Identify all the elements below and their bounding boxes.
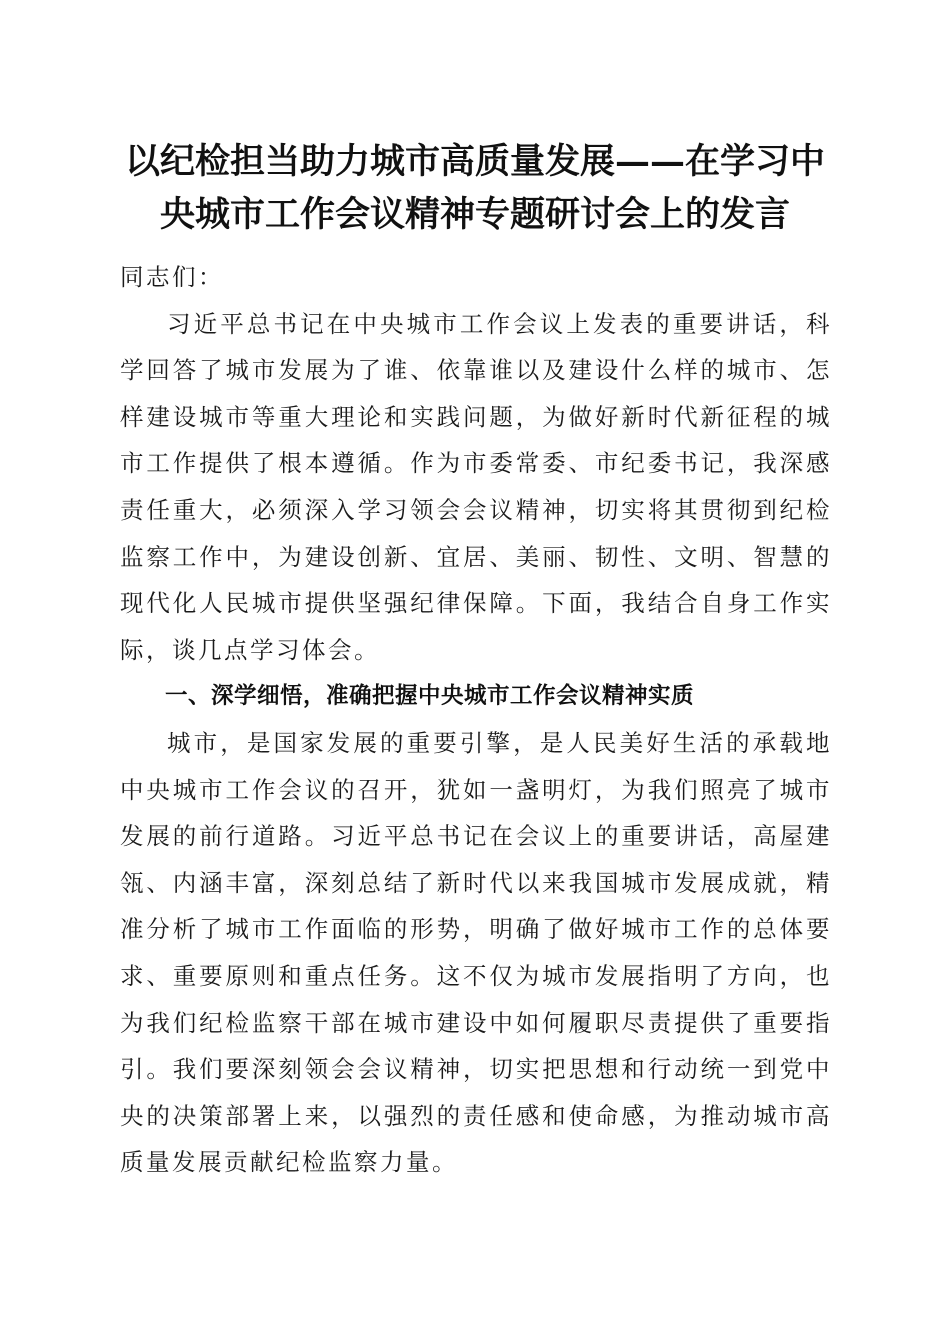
section-heading: 一、深学细悟，准确把握中央城市工作会议精神实质 xyxy=(165,683,695,710)
salutation: 同志们： xyxy=(120,263,224,291)
section-paragraph: 城市，是国家发展的重要引擎，是人民美好生活的承载地中央城市工作会议的召开，犹如一盏明灯，为我们照亮了城市发展的前行道路。习近平总书记在会议上的重要讲话，高屋建瓴、内涵丰富，深刻总结了新时代以来我国城市发展成就，精准分析了城市工作面临的形势，明确了做好城市工作的总体要求、重要原则和重点任务。这不仅为城市发展指明了方向，也为我们纪检监察干部在城市建设中如何履职尽责提供了重要指引。我们要深刻领会会议精神，切实把思想和行动统一到党中央的决策部署上来，以强烈的责任感和使命感，为推动城市高质量发展贡献纪检监察力量。 xyxy=(120,728,832,1177)
document-title: 以纪检担当助力城市高质量发展——在学习中央城市工作会议精神专题研讨会上的发言 xyxy=(124,141,825,235)
intro-paragraph: 习近平总书记在中央城市工作会议上发表的重要讲话，科学回答了城市发展为了谁、依靠谁以及建设什么样的城市、怎样建设城市等重大理论和实践问题，为做好新时代新征程的城市工作提供了根本遵循。作为市委常委、市纪委书记，我深感责任重大，必须深入学习领会会议精神，切实将其贯彻到纪检监察工作中，为建设创新、宜居、美丽、韧性、文明、智慧的现代化人民城市提供坚强纪律保障。下面，我结合自身工作实际，谈几点学习体会。 xyxy=(120,309,832,664)
document-body xyxy=(120,254,832,1186)
